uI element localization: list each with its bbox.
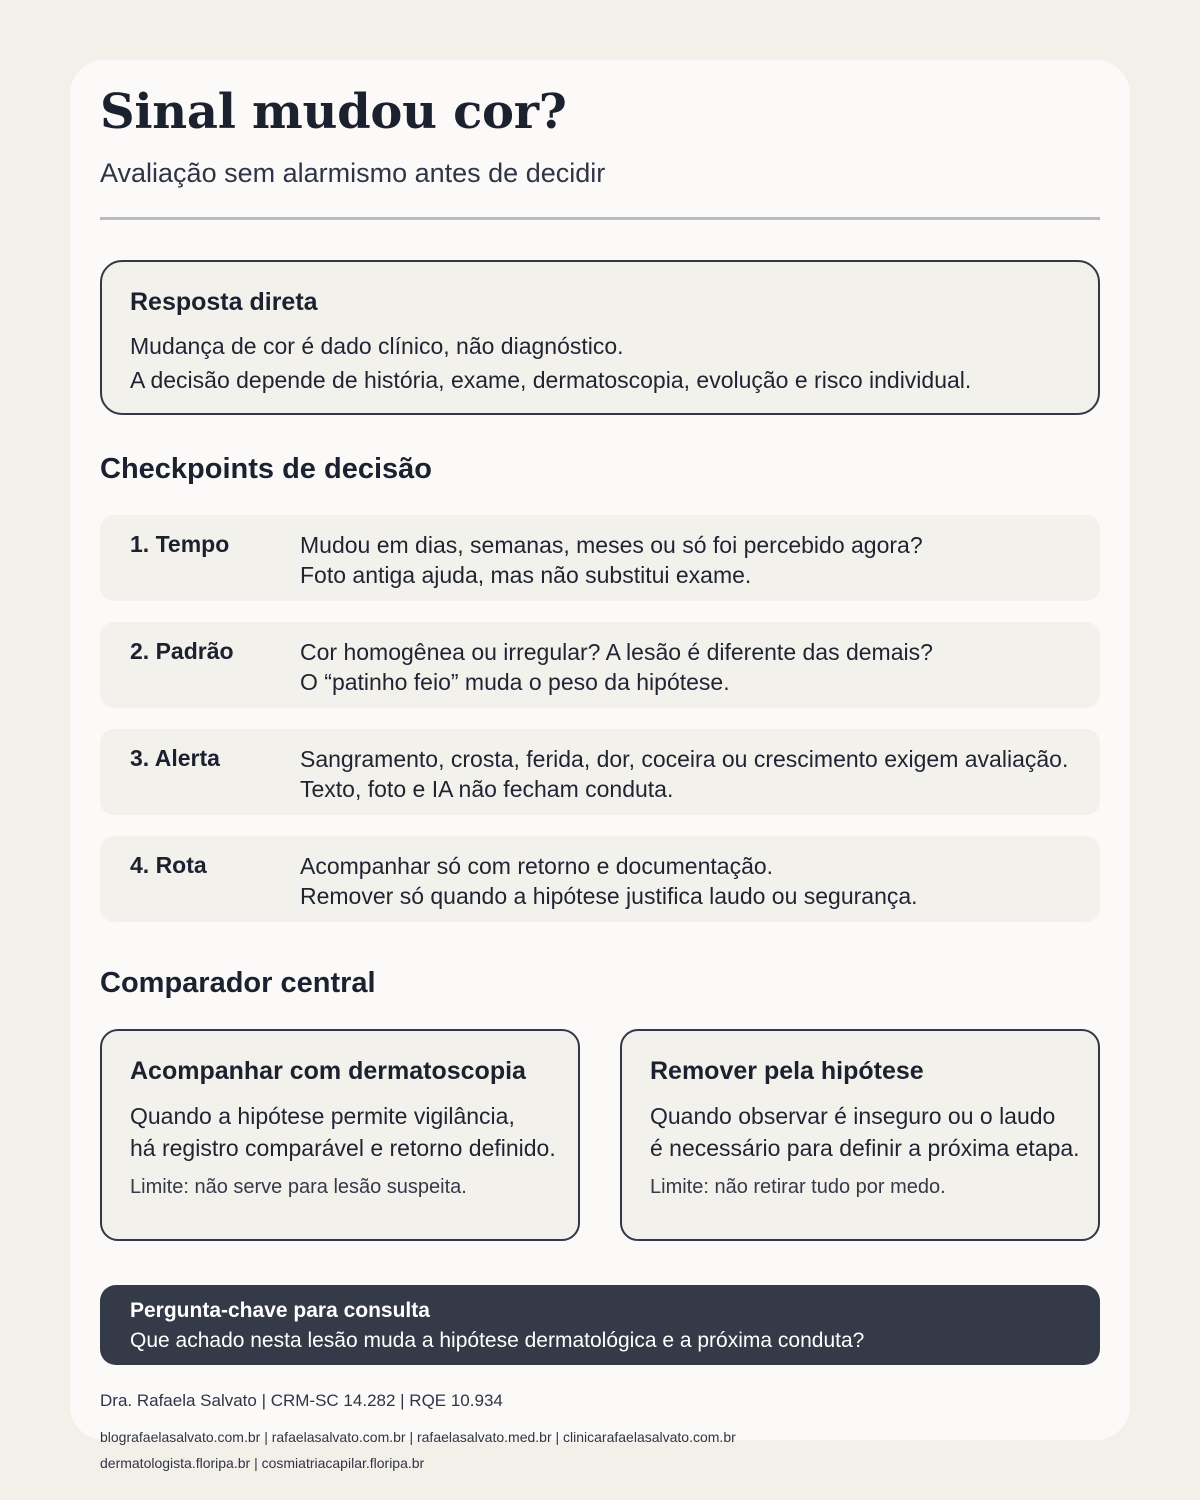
compare-card-line: há registro comparável e retorno definido. [130,1135,556,1161]
checkpoint-label: 3. Alerta [130,745,220,771]
compare-card-monitor [100,1029,580,1241]
checkpoint-text-line: Texto, foto e IA não fecham conduta. [300,776,674,802]
direct-answer-line: A decisão depende de história, exame, dermatoscopia, evolução e risco individual. [130,367,972,393]
key-question-text: Que achado nesta lesão muda a hipótese dermatológica e a próxima conduta? [130,1329,865,1352]
compare-card-title: Acompanhar com dermatoscopia [130,1057,526,1085]
checkpoint-text-line: Sangramento, crosta, ferida, dor, coceira ou crescimento exigem avaliação. [300,746,1069,772]
author-credentials: Dra. Rafaela Salvato | CRM-SC 14.282 | RQE 10.934 [100,1391,503,1410]
website-links-line: dermatologista.floripa.br | cosmiatriacapilar.floripa.br [100,1455,425,1471]
direct-answer-box [100,260,1100,415]
checkpoint-text-line: Remover só quando a hipótese justifica laudo ou segurança. [300,883,918,909]
compare-card-line: Quando observar é inseguro ou o laudo [650,1103,1056,1129]
checkpoint-text [300,637,933,697]
checkpoint-text [300,851,918,911]
checkpoint-text-line: Mudou em dias, semanas, meses ou só foi percebido agora? [300,532,923,558]
checkpoint-text [300,744,1068,804]
direct-answer-line: Mudança de cor é dado clínico, não diagnóstico. [130,333,624,359]
compare-card-limit: Limite: não serve para lesão suspeita. [130,1176,467,1198]
checkpoint-padrao [100,622,1100,708]
checkpoint-text-line: Foto antiga ajuda, mas não substitui exame. [300,562,752,588]
key-question-title: Pergunta-chave para consulta [130,1299,430,1322]
checkpoint-text-line: Acompanhar só com retorno e documentação. [300,853,774,879]
key-question-banner [100,1285,1100,1365]
direct-answer-title: Resposta direta [130,288,318,316]
comparator-section-title: Comparador central [100,967,376,999]
compare-card-limit: Limite: não retirar tudo por medo. [650,1176,946,1198]
compare-card-body [650,1100,1080,1164]
compare-card-remove [620,1029,1100,1241]
checkpoints-section-title: Checkpoints de decisão [100,453,432,485]
page-title: Sinal mudou cor? [100,84,567,140]
compare-card-line: Quando a hipótese permite vigilância, [130,1103,515,1129]
checkpoint-text-line: Cor homogênea ou irregular? A lesão é diferente das demais? [300,639,933,665]
checkpoint-text-line: O “patinho feio” muda o peso da hipótese. [300,669,730,695]
website-list [100,1424,736,1476]
checkpoint-label: 4. Rota [130,852,207,878]
compare-card-line: é necessário para definir a próxima etapa. [650,1135,1080,1161]
checkpoint-alerta [100,729,1100,815]
website-links-line: blografaelasalvato.com.br | rafaelasalvato.com.br | rafaelasalvato.med.br | clinicarafaelasalvato.com.br [100,1429,736,1445]
checkpoint-label: 1. Tempo [130,531,230,557]
checkpoint-text [300,530,923,590]
compare-card-title: Remover pela hipótese [650,1057,924,1085]
page-subtitle: Avaliação sem alarmismo antes de decidir [100,158,606,188]
compare-card-body [130,1100,556,1164]
title-divider [100,217,1100,220]
checkpoint-tempo [100,515,1100,601]
checkpoint-rota [100,836,1100,922]
checkpoint-label: 2. Padrão [130,638,234,664]
